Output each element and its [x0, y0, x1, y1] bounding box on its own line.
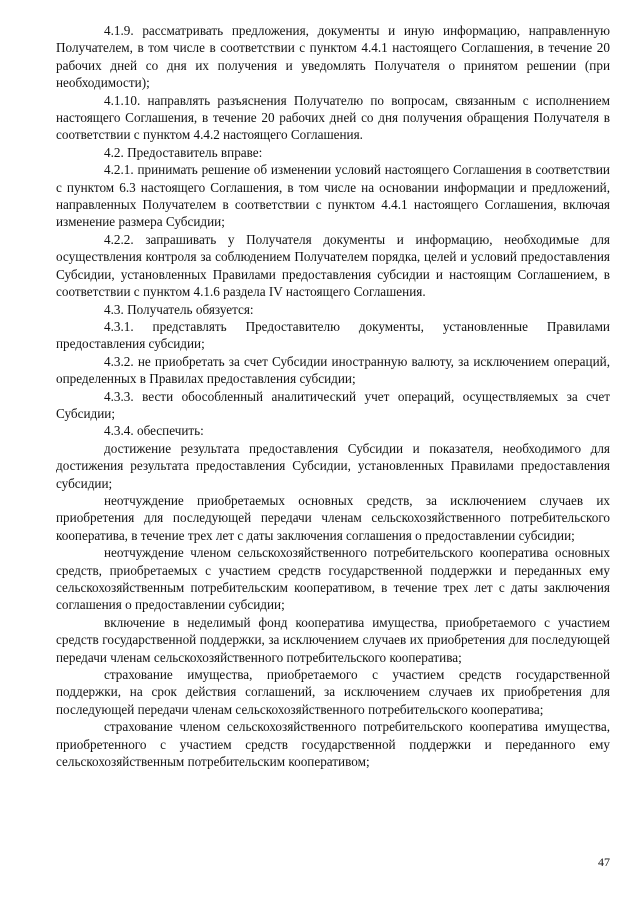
paragraph-4-1-10: 4.1.10. направлять разъяснения Получателю по вопросам, связанным с исполнением настоящего Соглашения, в течение 20 рабочих дней со дня получения обращения Получателя в соответствии с пунктом 4.4.2 настоящего Соглашения. [56, 92, 610, 143]
paragraph-non-alienation-member: неотчуждение членом сельскохозяйственного потребительского кооператива основных средств, приобретаемых с участием средств государственной поддержки и переданных ему сельскохозяйственным потребительским кооперативом, в течение трех лет с даты заключения соглашения о предоставлении субсидии; [56, 545, 610, 613]
document-page [56, 22, 610, 770]
paragraph-4-3-2: 4.3.2. не приобретать за счет Субсидии иностранную валюту, за исключением операций, определенных в Правилах предоставления субсидии; [56, 353, 610, 387]
paragraph-4-2-2: 4.2.2. запрашивать у Получателя документы и информацию, необходимые для осуществления контроля за соблюдением Получателем порядка, целей и условий предоставления Субсидии, установленных Правилами предоставления субсидии и настоящим Соглашением, в соответствии с пунктом 4.1.6 раздела IV настоящего Соглашения. [56, 231, 610, 300]
paragraph-4-2: 4.2. Предоставитель вправе: [104, 144, 263, 160]
paragraph-result-achievement: достижение результата предоставления Субсидии и показателя, необходимого для достижения результата предоставления Субсидии, установленных Правилами предоставления субсидии; [56, 440, 610, 491]
paragraph-non-alienation-assets: неотчуждение приобретаемых основных средств, за исключением случаев их приобретения для последующей передачи членам сельскохозяйственного потребительского кооператива, в течение трех лет с даты заключения соглашения о предоставлении субсидии; [56, 492, 610, 543]
paragraph-4-1-9: 4.1.9. рассматривать предложения, документы и иную информацию, направленную Получателем, в том числе в соответствии с пунктом 4.4.1 настоящего Соглашения, в течение 20 рабочих дней со дня их получения и уведомлять Получателя о принятом решении (при необходимости); [56, 23, 610, 91]
page-number: 47 [598, 855, 610, 869]
paragraph-indivisible-fund: включение в неделимый фонд кооператива имущества, приобретаемого с участием средств государственной поддержки, за исключением случаев их приобретения для последующей передачи членам сельскохозяйственного потребительского кооператива; [56, 614, 610, 665]
paragraph-member-insurance: страхование членом сельскохозяйственного потребительского кооператива имущества, приобретенного с участием средств государственной поддержки и переданного ему сельскохозяйственным потребительским кооперативом; [56, 719, 610, 770]
paragraph-4-2-1: 4.2.1. принимать решение об изменении условий настоящего Соглашения в соответствии с пунктом 6.3 настоящего Соглашения, в том числе на основании информации и предложений, направленных Получателем в соответствии с пунктом 4.4.1 настоящего Соглашения, включая изменение размера Субсидии; [56, 162, 610, 230]
paragraph-4-3-4: 4.3.4. обеспечить: [104, 423, 204, 439]
paragraph-4-3-1: 4.3.1. представлять Предоставителю документы, установленные Правилами предоставления субсидии; [56, 318, 610, 352]
paragraph-4-3-3: 4.3.3. вести обособленный аналитический учет операций, осуществляемых за счет Субсидии; [56, 388, 610, 421]
paragraph-property-insurance: страхование имущества, приобретаемого с участием средств государственной поддержки, на срок действия соглашений, за исключением случаев их приобретения для последующей передачи членам сельскохозяйственного потребительского кооператива; [56, 667, 610, 717]
paragraph-4-3: 4.3. Получатель обязуется: [104, 301, 254, 317]
